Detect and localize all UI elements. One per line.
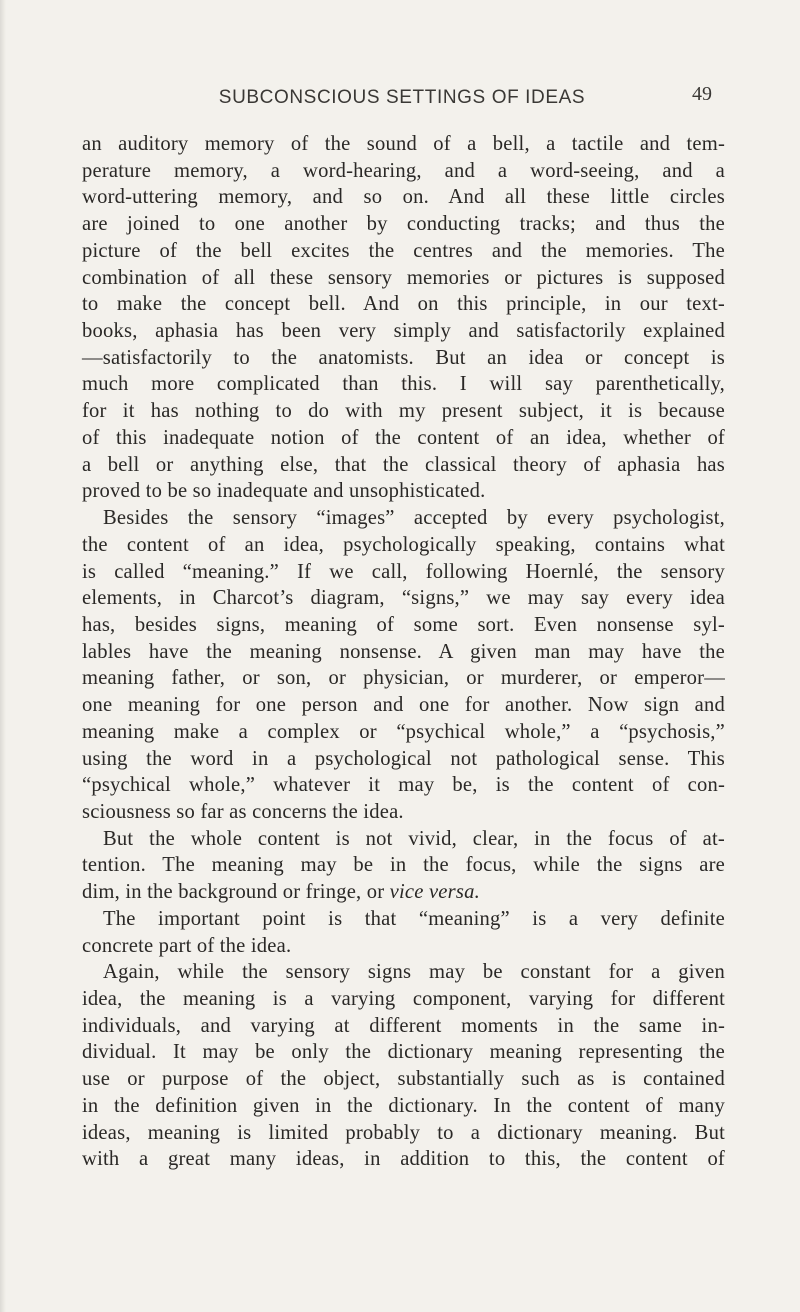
text-line: with a great many ideas, in addition to this, the content of: [82, 1148, 725, 1171]
text-line: to make the concept bell. And on this principle, in our text-: [82, 293, 725, 316]
text-line: But the whole content is not vivid, clear, in the focus of at-: [103, 827, 725, 850]
text-line: a bell or anything else, that the classical theory of aphasia has: [82, 453, 725, 476]
text-line: is called “meaning.” If we call, following Hoernlé, the sensory: [82, 560, 725, 583]
text-line: dividual. It may be only the dictionary meaning representing the: [82, 1041, 725, 1064]
body-text: [82, 131, 725, 1173]
text-line: combination of all these sensory memories or pictures is supposed: [82, 266, 725, 289]
running-title: SUBCONSCIOUS SETTINGS OF IDEAS: [218, 87, 586, 108]
text-line: concrete part of the idea.: [82, 934, 292, 957]
text-line: in the definition given in the dictionary. In the content of many: [82, 1094, 725, 1117]
text-line: for it has nothing to do with my present subject, it is because: [82, 400, 725, 423]
text-line: idea, the meaning is a varying component, varying for different: [82, 988, 725, 1010]
text-line: tention. The meaning may be in the focus, while the signs are: [82, 854, 725, 877]
text-line: are joined to one another by conducting tracks; and thus the: [82, 213, 725, 236]
text-line: ideas, meaning is limited probably to a dictionary meaning. But: [82, 1121, 725, 1144]
text-line: meaning make a complex or “psychical whole,” a “psychosis,”: [82, 720, 725, 743]
text-line: “psychical whole,” whatever it may be, is the content of con-: [82, 774, 725, 797]
text-line: of this inadequate notion of the content of an idea, whether of: [82, 426, 725, 449]
text-line: an auditory memory of the sound of a bell, a tactile and tem-: [82, 133, 725, 155]
text-line: —satisfactorily to the anatomists. But an idea or concept is: [82, 346, 725, 369]
text-line: lables have the meaning nonsense. A given man may have the: [82, 640, 725, 663]
text-line: elements, in Charcot’s diagram, “signs,” we may say every idea: [82, 587, 725, 610]
text-line: using the word in a psychological not pathological sense. This: [82, 747, 725, 770]
text-line: has, besides signs, meaning of some sort. Even nonsense syl-: [82, 613, 725, 636]
text-line: meaning father, or son, or physician, or murderer, or emperor—: [82, 667, 725, 690]
italic-phrase: vice versa.: [389, 881, 480, 904]
page-number: 49: [692, 83, 712, 105]
running-header: [82, 82, 722, 112]
text-line: books, aphasia has been very simply and satisfactorily explained: [82, 320, 725, 343]
text-line: Again, while the sensory signs may be constant for a given: [103, 961, 725, 984]
text-line: [82, 879, 725, 906]
text-line: word-uttering memory, and so on. And all these little circles: [82, 186, 725, 209]
text-line: individuals, and varying at different moments in the same in-: [82, 1014, 725, 1037]
text-line-start: dim, in the background or fringe, or: [82, 881, 385, 904]
text-line: perature memory, a word-hearing, and a word-seeing, and a: [82, 159, 725, 182]
text-line: much more complicated than this. I will say parenthetically,: [82, 373, 725, 396]
binding-shadow: [0, 0, 6, 1312]
text-line: the content of an idea, psychologically speaking, contains what: [82, 533, 725, 556]
text-line: Besides the sensory “images” accepted by every psychologist,: [103, 507, 725, 530]
text-line: proved to be so inadequate and unsophisticated.: [82, 480, 486, 503]
text-line: sciousness so far as concerns the idea.: [82, 800, 404, 823]
text-line: use or purpose of the object, substantially such as is contained: [82, 1068, 725, 1091]
text-line: picture of the bell excites the centres and the memories. The: [82, 239, 725, 262]
text-line: one meaning for one person and one for another. Now sign and: [82, 694, 725, 717]
text-line: The important point is that “meaning” is a very definite: [103, 907, 725, 930]
